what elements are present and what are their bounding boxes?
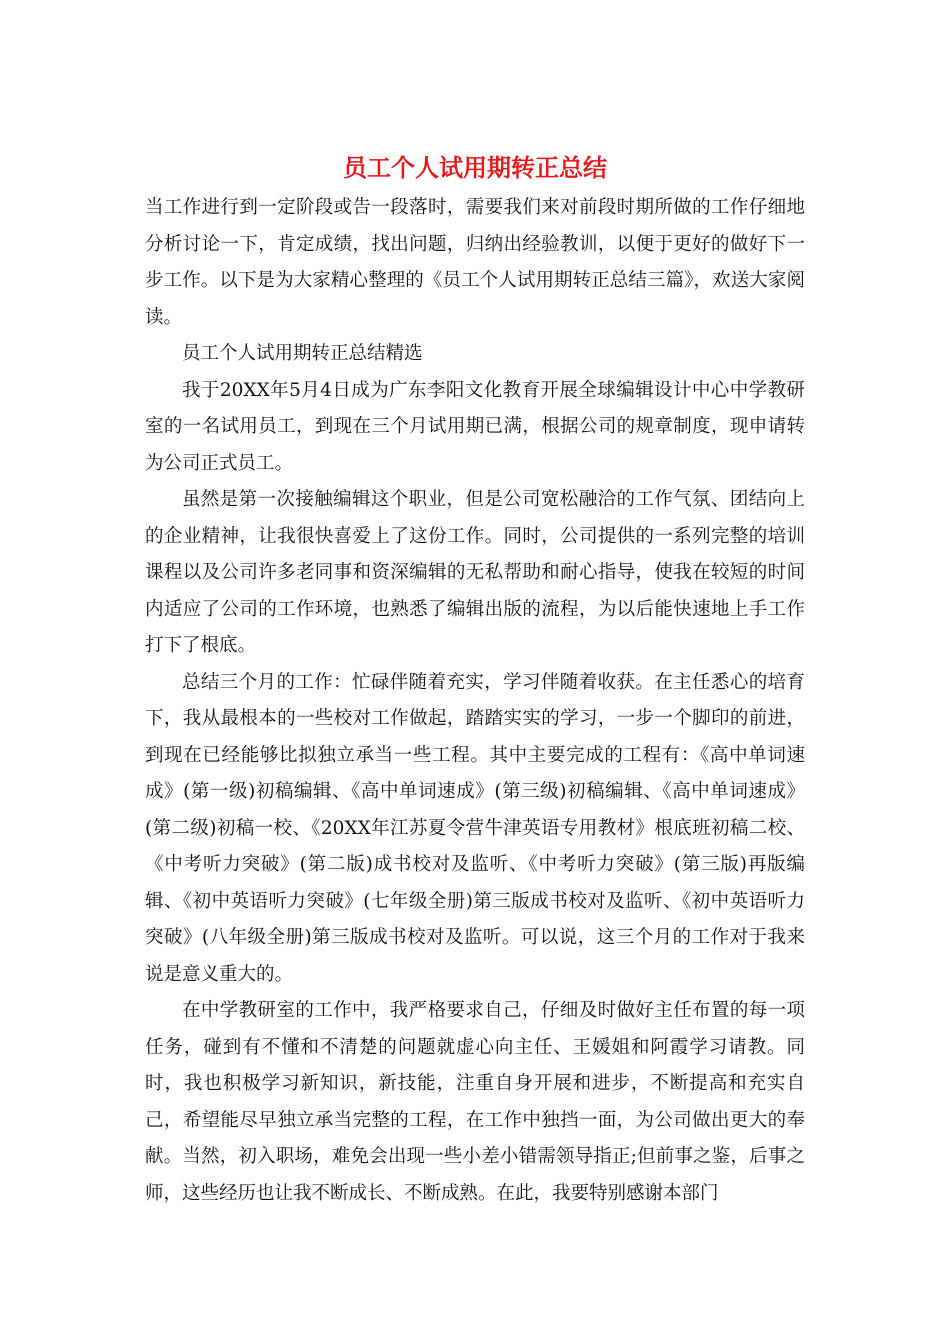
document-title: 员工个人试用期转正总结 (343, 153, 607, 182)
document-body (145, 190, 805, 1212)
section-heading: 员工个人试用期转正总结精选 (182, 343, 423, 364)
body-paragraph: 在中学教研室的工作中，我严格要求自己，仔细及时做好主任布置的每一项任务，碰到有不懂和不清楚的问题就虚心向主任、王媛姐和阿霞学习请教。同时，我也积极学习新知识，新技能，注重自身开展和进步，不断提高和充实自己，希望能尽早独立承当完整的工程，在工作中独挡一面，为公司做出更大的奉献。当然，初入职场，难免会出现一些小差小错需领导指正;但前事之鉴，后事之师，这些经历也让我不断成长、不断成熟。在此，我要特别感谢本部门 (145, 1000, 805, 1204)
intro-paragraph: 当工作进行到一定阶段或告一段落时，需要我们来对前段时期所做的工作仔细地分析讨论一下，肯定成绩，找出问题，归纳出经验教训，以便于更好的做好下一步工作。以下是为大家精心整理的《员工个人试用期转正总结三篇》，欢送大家阅读。 (145, 197, 805, 328)
body-paragraph: 总结三个月的工作：忙碌伴随着充实，学习伴随着收获。在主任悉心的培育下，我从最根本的一些校对工作做起，踏踏实实的学习，一步一个脚印的前进，到现在已经能够比拟独立承当一些工程。其中主要完成的工程有：《高中单词速成》(第一级)初稿编辑、《高中单词速成》(第三级)初稿编辑、《高中单词速成》(第二级)初稿一校、《20XX年江苏夏令营牛津英语专用教材》根底班初稿二校、《中考听力突破》(第二版)成书校对及监听、《中考听力突破》(第三版)再版编辑、《初中英语听力突破》(七年级全册)第三版成书校对及监听、《初中英语听力突破》(八年级全册)第三版成书校对及监听。可以说，这三个月的工作对于我来说是意义重大的。 (145, 671, 805, 985)
body-paragraph: 我于20XX年5月4日成为广东李阳文化教育开展全球编辑设计中心中学教研室的一名试用员工，到现在三个月试用期已满，根据公司的规章制度，现申请转为公司正式员工。 (145, 379, 805, 474)
body-paragraph: 虽然是第一次接触编辑这个职业，但是公司宽松融洽的工作气氛、团结向上的企业精神，让我很快喜爱上了这份工作。同时，公司提供的一系列完整的培训课程以及公司许多老同事和资深编辑的无私帮助和耐心指导，使我在较短的时间内适应了公司的工作环境，也熟悉了编辑出版的流程，为以后能快速地上手工作打下了根底。 (145, 489, 805, 656)
